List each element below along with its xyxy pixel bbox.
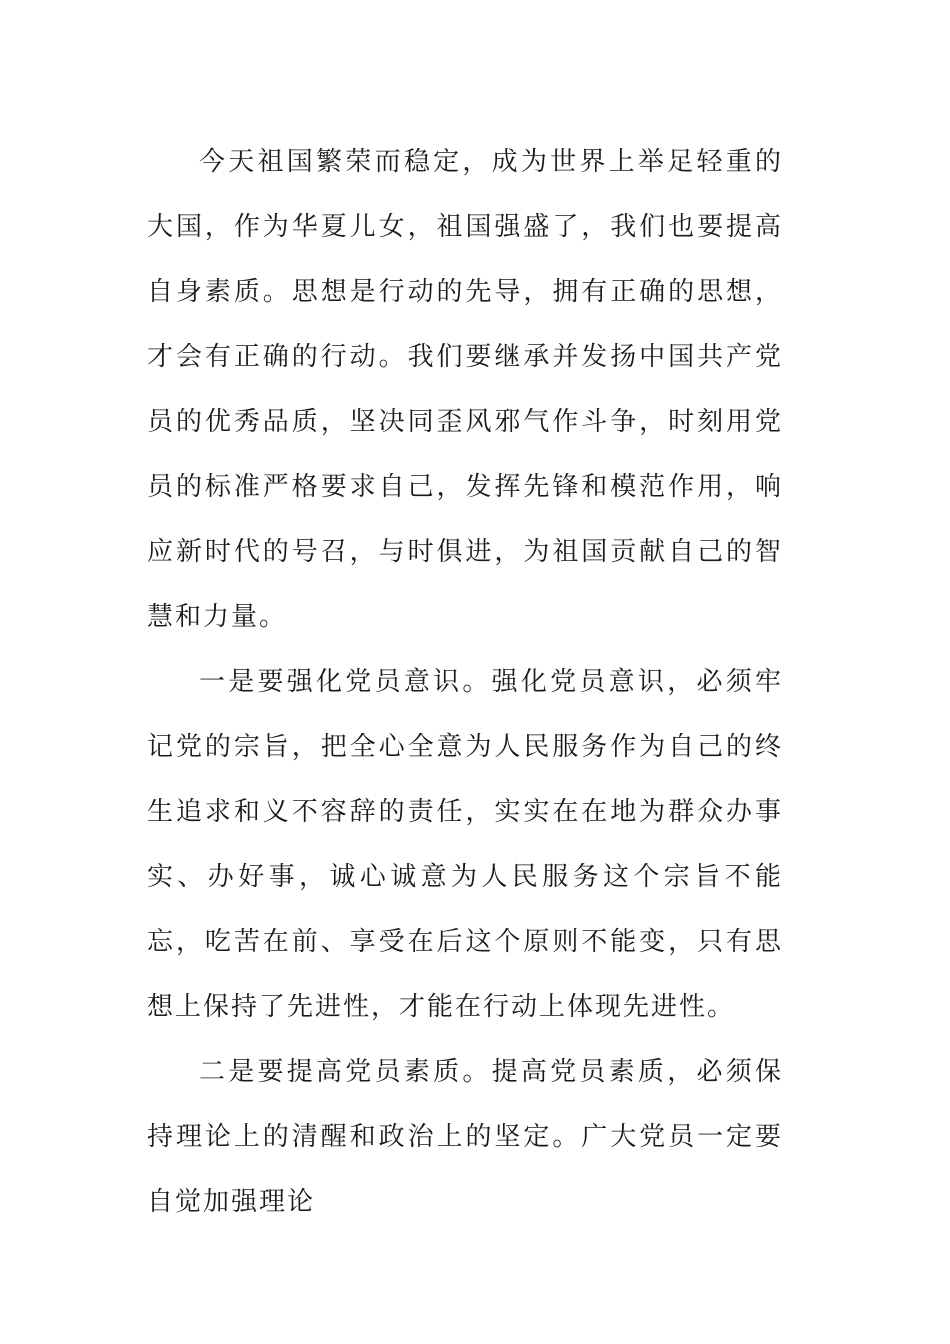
document-body <box>147 130 783 1235</box>
paragraph-2: 一是要强化党员意识。强化党员意识，必须牢记党的宗旨，把全心全意为人民服务作为自己的终生追求和义不容辞的责任，实实在在地为群众办事实、办好事，诚心诚意为人民服务这个宗旨不能忘，吃苦在前、享受在后这个原则不能变，只有思想上保持了先进性，才能在行动上体现先进性。 <box>147 667 783 1022</box>
paragraph-1: 今天祖国繁荣而稳定，成为世界上举足轻重的大国，作为华夏儿女，祖国强盛了，我们也要提高自身素质。思想是行动的先导，拥有正确的思想，才会有正确的行动。我们要继承并发扬中国共产党员的优秀品质，坚决同歪风邪气作斗争，时刻用党员的标准严格要求自己，发挥先锋和模范作用，响应新时代的号召，与时俱进，为祖国贡献自己的智慧和力量。 <box>147 147 783 632</box>
paragraph-3: 二是要提高党员素质。提高党员素质，必须保持理论上的清醒和政治上的坚定。广大党员一定要自觉加强理论 <box>147 1057 783 1217</box>
